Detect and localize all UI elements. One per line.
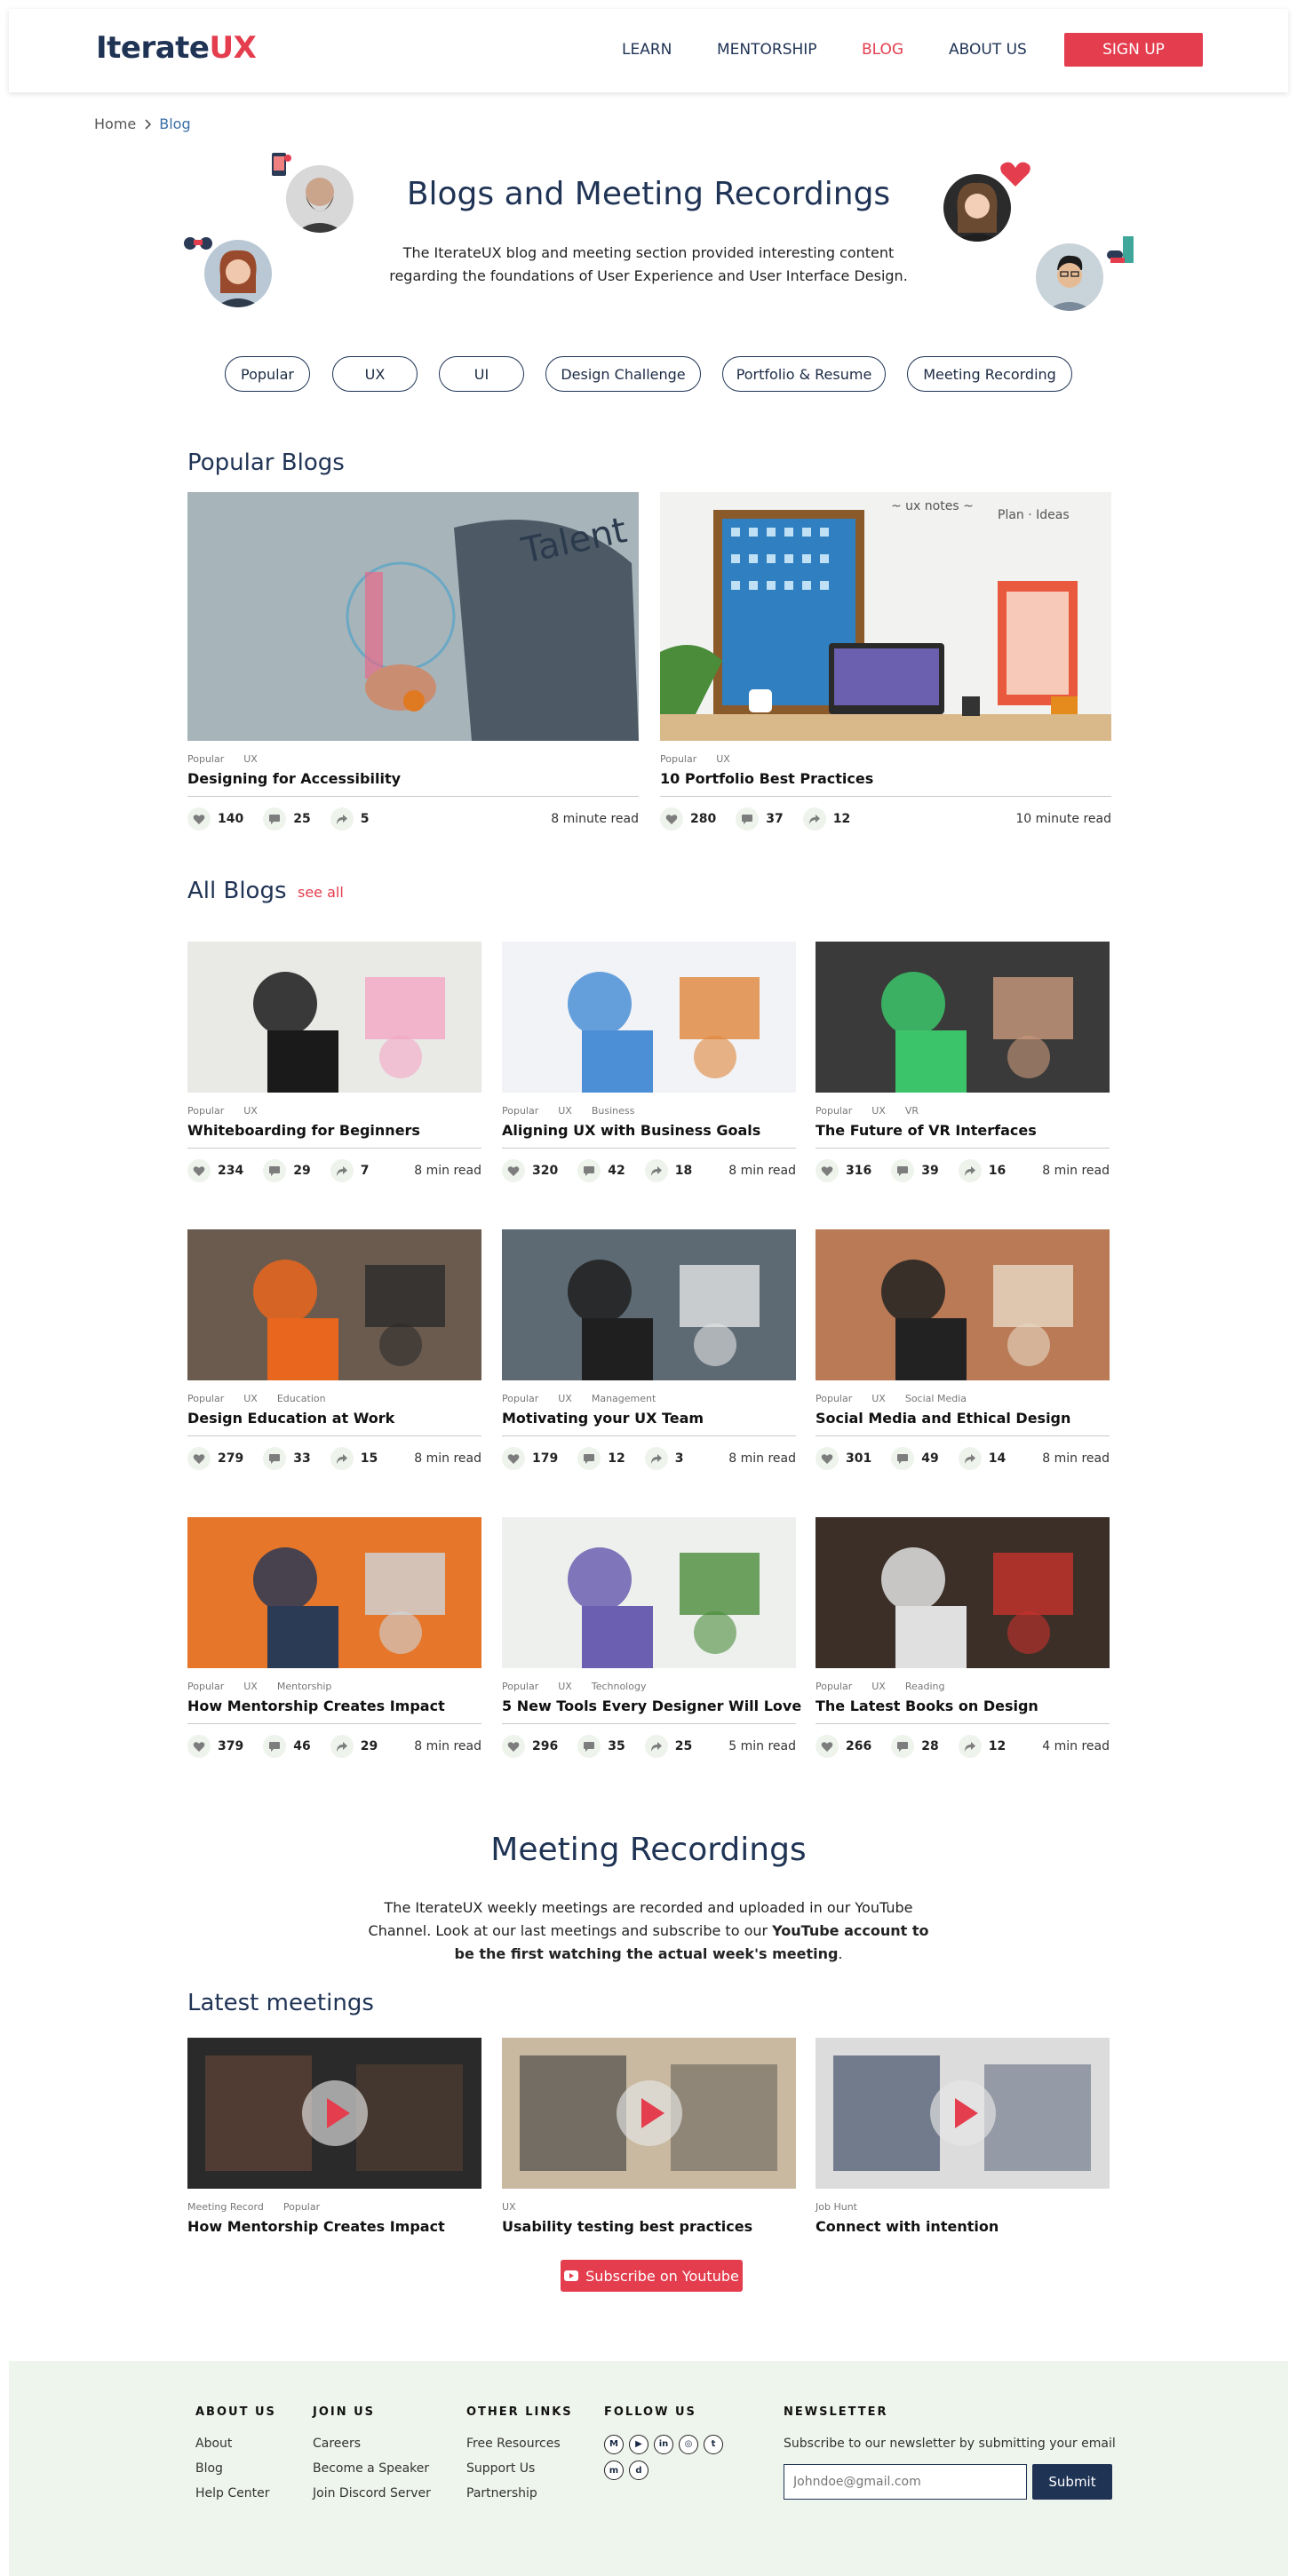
comments-count: 39 xyxy=(921,1164,939,1178)
comments-count: 42 xyxy=(608,1164,625,1178)
blog-title[interactable]: Designing for Accessibility xyxy=(187,770,402,787)
heart-icon[interactable] xyxy=(187,1159,211,1182)
latest-meetings-heading: Latest meetings xyxy=(187,1990,374,2016)
tag-list xyxy=(502,1681,796,1692)
tag[interactable]: Popular xyxy=(187,1105,225,1117)
comment-icon[interactable] xyxy=(263,1735,286,1758)
blog-thumbnail[interactable] xyxy=(187,1517,481,1668)
filter-popular[interactable]: Popular xyxy=(225,356,310,392)
tag-list xyxy=(187,1681,481,1692)
filter-design-challenge[interactable]: Design Challenge xyxy=(545,356,701,392)
desc-bold: YouTube account to be the first watching the actual week's meeting xyxy=(454,1922,929,1962)
tag-list xyxy=(502,1393,796,1404)
divider xyxy=(187,796,639,797)
comment-icon[interactable] xyxy=(891,1735,914,1758)
tag[interactable]: Job Hunt xyxy=(816,2201,857,2213)
tag-list xyxy=(502,1105,796,1117)
footer-heading: FOLLOW US xyxy=(604,2405,696,2419)
blog-card[interactable] xyxy=(187,942,481,1182)
blog-card[interactable] xyxy=(187,1229,481,1470)
heart-icon[interactable] xyxy=(660,807,683,831)
footer-link-discord[interactable]: Join Discord Server xyxy=(313,2486,431,2500)
share-icon[interactable] xyxy=(330,807,354,831)
blog-card[interactable] xyxy=(816,942,1110,1182)
heart-icon[interactable] xyxy=(187,1735,211,1758)
tag[interactable]: Popular xyxy=(187,753,225,765)
blog-stats xyxy=(187,1159,481,1182)
tag-list xyxy=(187,2201,481,2213)
share-icon[interactable] xyxy=(959,1447,982,1470)
heart-icon[interactable] xyxy=(816,1735,839,1758)
filter-ux[interactable]: UX xyxy=(332,356,418,392)
blog-title[interactable]: 5 New Tools Every Designer Will Love xyxy=(502,1697,802,1714)
footer-other xyxy=(466,2405,573,2511)
blog-card[interactable] xyxy=(502,1229,796,1470)
blog-stats xyxy=(502,1159,796,1182)
shares-count: 25 xyxy=(674,1739,693,1753)
divider xyxy=(816,1723,1110,1724)
comments-count: 12 xyxy=(608,1451,625,1466)
brand-logo[interactable] xyxy=(96,30,256,66)
footer-link-support[interactable]: Support Us xyxy=(466,2461,536,2476)
blog-stats xyxy=(816,1159,1110,1182)
share-icon[interactable] xyxy=(645,1159,668,1182)
blog-card[interactable] xyxy=(816,1517,1110,1758)
shares-count: 7 xyxy=(360,1164,370,1178)
tag[interactable]: Popular xyxy=(816,1681,853,1692)
share-icon[interactable] xyxy=(803,807,826,831)
breadcrumb xyxy=(94,115,191,132)
subscribe-label: Subscribe on Youtube xyxy=(585,2267,739,2285)
share-icon[interactable] xyxy=(959,1159,982,1182)
tag[interactable]: UX xyxy=(871,1105,886,1117)
comments-count: 37 xyxy=(766,812,784,826)
medium-icon[interactable]: M xyxy=(604,2435,624,2454)
comment-icon[interactable] xyxy=(577,1447,601,1470)
filter-meeting-recording[interactable]: Meeting Recording xyxy=(907,356,1072,392)
divider xyxy=(502,1148,796,1149)
tag[interactable]: Education xyxy=(276,1393,326,1404)
meeting-recordings-title: Meeting Recordings xyxy=(490,1832,807,1868)
tag-list xyxy=(187,753,639,765)
likes-count: 379 xyxy=(218,1739,244,1753)
tag[interactable]: Popular xyxy=(502,1105,539,1117)
blog-card[interactable] xyxy=(816,1229,1110,1470)
desc-plain: The IterateUX weekly meetings are recorded and uploaded in our YouTube Channel. Look at our last meetings and subscribe to our xyxy=(368,1899,913,1939)
comments-count: 49 xyxy=(921,1451,939,1466)
likes-count: 140 xyxy=(218,812,244,826)
divider xyxy=(660,796,1111,797)
blog-thumbnail[interactable] xyxy=(502,1517,796,1668)
meeting-card[interactable] xyxy=(502,2038,796,2235)
tag[interactable]: Reading xyxy=(904,1681,945,1692)
read-time: 8 min read xyxy=(414,1739,481,1753)
tag[interactable]: UX xyxy=(558,1393,572,1404)
meeting-card[interactable] xyxy=(816,2038,1110,2235)
comments-count: 29 xyxy=(293,1164,311,1178)
blog-title[interactable]: The Future of VR Interfaces xyxy=(816,1122,1037,1139)
blog-title[interactable]: Whiteboarding for Beginners xyxy=(187,1122,420,1139)
newsletter-text: Subscribe to our newsletter by submitting your email xyxy=(784,2437,1116,2451)
blog-thumbnail[interactable] xyxy=(502,1229,796,1380)
signup-button[interactable]: SIGN UP xyxy=(1064,33,1203,67)
heart-icon[interactable] xyxy=(502,1735,525,1758)
footer xyxy=(9,2361,1288,2576)
footer-join xyxy=(313,2405,431,2511)
comment-icon[interactable] xyxy=(736,807,759,831)
tag[interactable]: Meeting Record xyxy=(187,2201,264,2213)
footer-link-about[interactable]: About xyxy=(195,2437,233,2451)
comment-icon[interactable] xyxy=(263,807,286,831)
likes-count: 279 xyxy=(218,1451,244,1466)
meeting-thumbnail[interactable] xyxy=(502,2038,796,2189)
share-icon[interactable] xyxy=(959,1735,982,1758)
read-time: 8 min read xyxy=(414,1451,481,1466)
play-icon[interactable] xyxy=(930,2080,996,2146)
blog-title[interactable]: Social Media and Ethical Design xyxy=(816,1410,1071,1427)
heart-icon[interactable] xyxy=(502,1159,525,1182)
play-icon[interactable] xyxy=(617,2080,682,2146)
nav-learn[interactable]: LEARN xyxy=(622,41,672,59)
logo-text-iterate: Iterate xyxy=(96,30,210,66)
footer-link-partnership[interactable]: Partnership xyxy=(466,2486,537,2500)
blog-stats xyxy=(660,807,1111,831)
tag-list xyxy=(502,2201,796,2213)
shares-count: 16 xyxy=(988,1164,1007,1178)
footer-link-speaker[interactable]: Become a Speaker xyxy=(313,2461,430,2476)
blog-stats xyxy=(187,1735,481,1758)
shares-count: 15 xyxy=(360,1451,378,1466)
phone-illustration-icon xyxy=(268,151,293,178)
meeting-title[interactable]: Usability testing best practices xyxy=(502,2218,753,2235)
shares-count: 12 xyxy=(832,812,851,826)
see-all-link[interactable]: see all xyxy=(298,884,344,901)
share-icon[interactable] xyxy=(645,1447,668,1470)
subscribe-youtube-button[interactable] xyxy=(561,2260,743,2292)
tag[interactable]: UX xyxy=(871,1681,886,1692)
tag[interactable]: Management xyxy=(591,1393,656,1404)
popular-blogs-heading: Popular Blogs xyxy=(187,449,345,476)
likes-count: 296 xyxy=(532,1739,559,1753)
divider xyxy=(502,1435,796,1436)
meetup-icon[interactable]: m xyxy=(604,2461,624,2480)
newsletter-email-input[interactable] xyxy=(784,2464,1027,2500)
tag[interactable]: Technology xyxy=(591,1681,647,1692)
divider xyxy=(816,1435,1110,1436)
youtube-icon[interactable]: ▶ xyxy=(629,2435,648,2454)
likes-count: 266 xyxy=(846,1739,872,1753)
tag[interactable]: Social Media xyxy=(904,1393,967,1404)
meeting-card[interactable] xyxy=(187,2038,481,2235)
tag[interactable]: UX xyxy=(871,1393,886,1404)
popular-card[interactable] xyxy=(187,492,639,831)
footer-heading: ABOUT US xyxy=(195,2405,276,2419)
meeting-thumbnail[interactable] xyxy=(816,2038,1110,2189)
shares-count: 3 xyxy=(674,1451,684,1466)
comment-icon[interactable] xyxy=(263,1447,286,1470)
blog-title[interactable]: The Latest Books on Design xyxy=(816,1697,1038,1714)
footer-heading: JOIN US xyxy=(313,2405,376,2419)
likes-count: 280 xyxy=(690,812,717,826)
comment-icon[interactable] xyxy=(263,1159,286,1182)
comments-count: 25 xyxy=(293,812,311,826)
top-navbar xyxy=(9,9,1288,92)
meeting-thumbnail[interactable] xyxy=(187,2038,481,2189)
divider xyxy=(502,1723,796,1724)
footer-link-careers[interactable]: Careers xyxy=(313,2437,362,2451)
tag-list xyxy=(816,1105,1110,1117)
comments-count: 28 xyxy=(921,1739,939,1753)
blog-thumbnail[interactable] xyxy=(816,1517,1110,1668)
tag[interactable]: Business xyxy=(591,1105,635,1117)
svg-text:~ ux notes ~: ~ ux notes ~ xyxy=(891,499,974,513)
twitter-icon[interactable]: t xyxy=(704,2435,723,2454)
desc-end: . xyxy=(838,1945,843,1962)
nav-about-us[interactable]: ABOUT US xyxy=(949,41,1027,59)
share-icon[interactable] xyxy=(330,1735,354,1758)
footer-about xyxy=(195,2405,276,2511)
tag[interactable]: UX xyxy=(558,1681,572,1692)
blog-thumbnail[interactable] xyxy=(187,942,481,1093)
shares-count: 5 xyxy=(360,812,370,826)
share-icon[interactable] xyxy=(645,1735,668,1758)
chevron-right-icon xyxy=(143,119,152,130)
read-time: 8 min read xyxy=(728,1451,796,1466)
comment-icon[interactable] xyxy=(577,1735,601,1758)
read-time: 10 minute read xyxy=(1015,812,1111,826)
all-blogs-heading: All Blogs xyxy=(187,878,287,904)
read-time: 4 min read xyxy=(1042,1739,1110,1753)
footer-link-blog[interactable]: Blog xyxy=(195,2461,223,2476)
footer-newsletter xyxy=(784,2405,1121,2512)
read-time: 8 min read xyxy=(414,1164,481,1178)
blog-thumbnail[interactable] xyxy=(816,942,1110,1093)
divider xyxy=(187,1435,481,1436)
comments-count: 46 xyxy=(293,1739,311,1753)
blog-card[interactable] xyxy=(502,942,796,1182)
likes-count: 234 xyxy=(218,1164,244,1178)
popular-card[interactable] xyxy=(660,492,1111,831)
tag-list xyxy=(816,1681,1110,1692)
likes-count: 301 xyxy=(846,1451,872,1466)
read-time: 5 min read xyxy=(728,1739,796,1753)
footer-follow xyxy=(604,2405,728,2480)
blog-card[interactable] xyxy=(502,1517,802,1758)
heart-icon[interactable] xyxy=(816,1447,839,1470)
read-time: 8 min read xyxy=(1042,1451,1110,1466)
blog-stats xyxy=(187,1447,481,1470)
likes-count: 179 xyxy=(532,1451,559,1466)
heart-icon[interactable] xyxy=(187,807,211,831)
likes-count: 316 xyxy=(846,1164,872,1178)
tag-list xyxy=(187,1393,481,1404)
shares-count: 14 xyxy=(988,1451,1007,1466)
meeting-recordings-description xyxy=(364,1896,933,1966)
blog-stats xyxy=(816,1447,1110,1470)
blog-thumbnail[interactable] xyxy=(502,942,796,1093)
shares-count: 12 xyxy=(988,1739,1007,1753)
blog-title[interactable]: How Mentorship Creates Impact xyxy=(187,1697,445,1714)
comment-icon[interactable] xyxy=(577,1159,601,1182)
svg-text:Plan · Ideas: Plan · Ideas xyxy=(998,508,1070,522)
blog-thumbnail[interactable] xyxy=(187,1229,481,1380)
newsletter-submit-button[interactable]: Submit xyxy=(1032,2464,1112,2500)
read-time: 8 minute read xyxy=(551,812,639,826)
comment-icon[interactable] xyxy=(891,1447,914,1470)
binoculars-icon xyxy=(181,233,217,252)
blog-thumbnail[interactable] xyxy=(816,1229,1110,1380)
heart-icon[interactable] xyxy=(502,1447,525,1470)
likes-count: 320 xyxy=(532,1164,559,1178)
footer-heading: NEWSLETTER xyxy=(784,2405,888,2419)
tag[interactable]: Popular xyxy=(816,1105,853,1117)
filter-ui[interactable]: UI xyxy=(439,356,524,392)
tag[interactable]: UX xyxy=(243,1393,258,1404)
footer-heading: OTHER LINKS xyxy=(466,2405,573,2419)
tag[interactable]: UX xyxy=(716,753,730,765)
blog-title[interactable]: Design Education at Work xyxy=(187,1410,395,1427)
share-icon[interactable] xyxy=(330,1159,354,1182)
blog-title[interactable]: 10 Portfolio Best Practices xyxy=(660,770,874,787)
tag[interactable]: UX xyxy=(243,1105,258,1117)
blog-card[interactable] xyxy=(187,1517,481,1758)
comments-count: 35 xyxy=(608,1739,625,1753)
tag[interactable]: Popular xyxy=(502,1681,539,1692)
heart-icon[interactable] xyxy=(816,1159,839,1182)
linkedin-icon[interactable]: in xyxy=(654,2435,673,2454)
tag[interactable]: Popular xyxy=(187,1681,225,1692)
shares-count: 29 xyxy=(360,1739,378,1753)
tag[interactable]: UX xyxy=(243,1681,258,1692)
tag[interactable]: Popular xyxy=(187,1393,225,1404)
tag[interactable]: Popular xyxy=(816,1393,853,1404)
breadcrumb-home[interactable]: Home xyxy=(94,115,137,132)
meeting-title[interactable]: How Mentorship Creates Impact xyxy=(187,2218,445,2235)
instagram-icon[interactable]: ◎ xyxy=(679,2435,698,2454)
tag[interactable]: Mentorship xyxy=(276,1681,332,1692)
blog-stats xyxy=(187,807,639,831)
tag[interactable]: VR xyxy=(904,1105,919,1117)
read-time: 8 min read xyxy=(1042,1164,1110,1178)
youtube-icon xyxy=(564,2270,578,2281)
read-time: 8 min read xyxy=(728,1164,796,1178)
blog-thumbnail[interactable] xyxy=(187,492,639,741)
comment-icon[interactable] xyxy=(891,1159,914,1182)
meeting-title[interactable]: Connect with intention xyxy=(816,2218,999,2235)
blog-stats xyxy=(502,1735,796,1758)
tag[interactable]: Popular xyxy=(660,753,697,765)
tag[interactable]: UX xyxy=(558,1105,572,1117)
tag-list xyxy=(660,753,1111,765)
svg-text:Talent: Talent xyxy=(518,510,631,572)
nav-blog[interactable]: BLOG xyxy=(862,41,904,59)
tag-list xyxy=(816,2201,1110,2213)
share-icon[interactable] xyxy=(330,1447,354,1470)
tag[interactable]: Popular xyxy=(502,1393,539,1404)
divider xyxy=(187,1148,481,1149)
divider xyxy=(816,1148,1110,1149)
tag-list xyxy=(816,1393,1110,1404)
logo-text-ux: UX xyxy=(209,30,257,66)
divider xyxy=(187,1723,481,1724)
footer-link-free-resources[interactable]: Free Resources xyxy=(466,2437,561,2451)
tag-list xyxy=(187,1105,481,1117)
discord-icon[interactable]: d xyxy=(629,2461,648,2480)
blog-title[interactable]: Motivating your UX Team xyxy=(502,1410,704,1427)
tag[interactable]: Popular xyxy=(282,2201,321,2213)
shares-count: 18 xyxy=(674,1164,693,1178)
hero-description: The IterateUX blog and meeting section provided interesting content regarding the foundations of User Experience and User Interface Design. xyxy=(389,244,908,284)
play-icon[interactable] xyxy=(302,2080,368,2146)
comments-count: 33 xyxy=(293,1451,311,1466)
filter-portfolio-resume[interactable]: Portfolio & Resume xyxy=(722,356,886,392)
blog-stats xyxy=(502,1447,796,1470)
blog-thumbnail[interactable] xyxy=(660,492,1111,741)
tag[interactable]: UX xyxy=(502,2201,516,2213)
nav-mentorship[interactable]: MENTORSHIP xyxy=(717,41,817,59)
heart-icon[interactable] xyxy=(187,1447,211,1470)
breadcrumb-current: Blog xyxy=(159,115,191,132)
blog-stats xyxy=(816,1735,1110,1758)
page-title: Blogs and Meeting Recordings xyxy=(406,176,891,212)
avatar-man-glasses xyxy=(1036,243,1103,311)
tag[interactable]: UX xyxy=(243,753,258,765)
books-illustration-icon xyxy=(1105,233,1141,268)
blog-title[interactable]: Aligning UX with Business Goals xyxy=(502,1122,761,1139)
footer-link-help-center[interactable]: Help Center xyxy=(195,2486,270,2500)
